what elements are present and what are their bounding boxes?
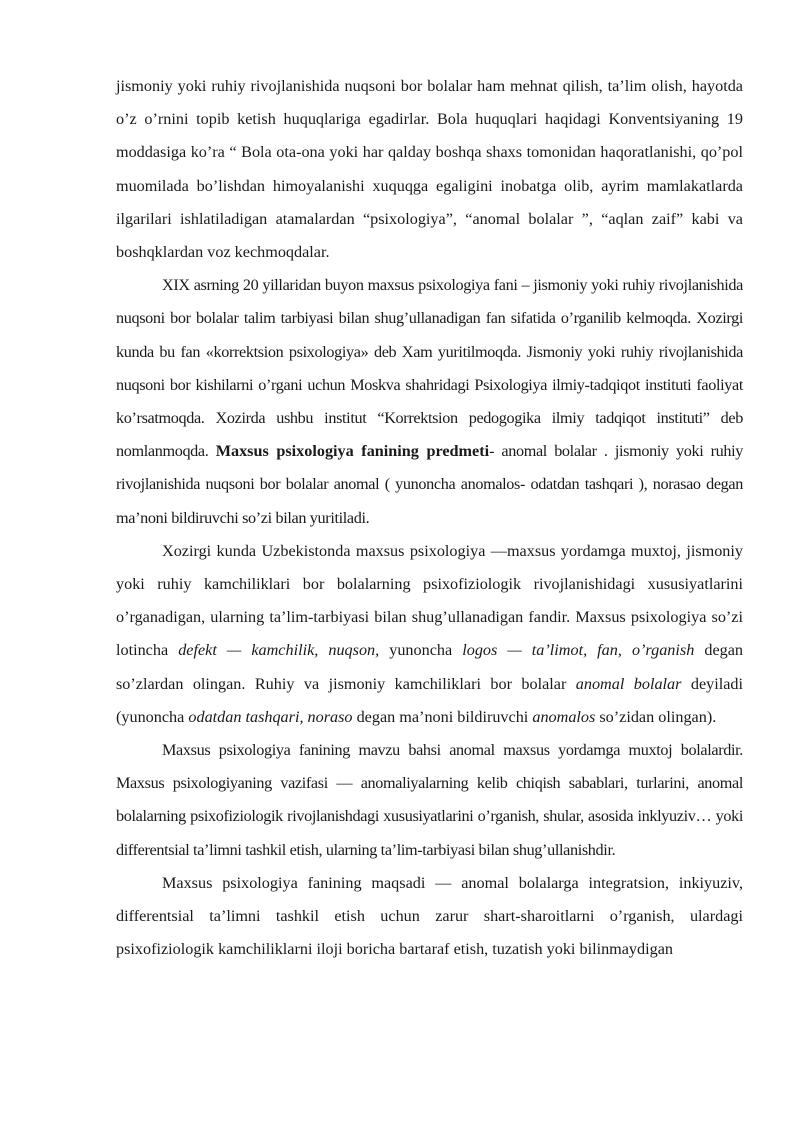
paragraph-3-text: so’zidan olingan).	[595, 707, 717, 726]
italic-term: anomalos	[532, 707, 596, 726]
document-body	[116, 70, 743, 966]
italic-term: logos — ta’limot, fan, o’rganish	[462, 641, 695, 660]
paragraph-3	[116, 535, 743, 734]
paragraph-5-text: Maxsus psixologiya fanining maqsadi — anomal bolalarga integratsion, inkiyuziv, differentsial ta’limni tashkil etish uchun zarur shart-sharoitlarni o’rganish, ulardagi psixofiziologik kamchiliklarni iloji boricha bartaraf etish, tuzatish yoki bilinmaydigan	[116, 873, 743, 959]
italic-term: defekt — kamchilik, nuqson,	[178, 641, 380, 660]
paragraph-4	[116, 734, 743, 867]
paragraph-4-text: Maxsus psixologiya fanining mavzu bahsi anomal maxsus yordamga muxtoj bolalardir. Maxsus psixologiyaning vazifasi — anomaliyalarning kelib chiqish sabablari, turlarini, anomal bolalarning psixofiziologik rivojlanishdagi xususiyatlarini o’rganish, shular, asosida inklyuziv… yoki differentsial ta’limni tashkil etish, ularning ta’lim-tarbiyasi bilan shug’ullanishdir.	[116, 741, 743, 859]
paragraph-3-text: degan ma’noni bildiruvchi	[352, 707, 533, 726]
paragraph-2	[116, 269, 743, 535]
italic-term: anomal bolalar	[575, 674, 682, 693]
subject-heading: Maxsus psixologiya fanining predmeti	[215, 442, 490, 461]
paragraph-2-text: XIX asrning 20 yillaridan buyon maxsus psixologiya fani – jismoniy yoki ruhiy rivojlanishida nuqsoni bor bolalar talim tarbiyasi bilan shug’ullanadigan fan sifatida o’rganilib kelmoqda. Xozirgi kunda bu fan «korrektsion psixologiya» deb Xam yuritilmoqda. Jismoniy yoki ruhiy rivojlanishida nuqsoni bor kishilarni o’rgani uchun Moskva shahridagi Psixologiya ilmiy-tadqiqot instituti faoliyat ko’rsatmoqda. Xozirda ushbu institut “Korrektsion pedogogika ilmiy tadqiqot instituti” deb nomlanmoqda.	[116, 276, 743, 461]
paragraph-3-text: yunoncha	[379, 641, 463, 660]
paragraph-3-text: Xozirgi kunda Uzbekistonda maxsus psixologiya —maxsus yordamga muxtoj, jismoniy yoki ruhiy kamchiliklari bor bolalarning psixofiziologik rivojlanishidagi xususiyatlarini o’rganadigan, ularning ta’lim-tarbiyasi bilan shug’ullanadigan fandir. Maxsus psixologiya so’zi lotincha	[116, 541, 743, 660]
paragraph-3-text: degan so’zlardan olingan. Ruhiy va jismoniy kamchiliklari bor bolalar	[116, 641, 743, 693]
italic-term: odatdan tashqari, noraso	[188, 707, 353, 726]
paragraph-1-text: jismoniy yoki ruhiy rivojlanishida nuqsoni bor bolalar ham mehnat qilish, ta’lim olish, hayotda o’z o’rnini topib ketish huquqlariga egadirlar. Bola huquqlari haqidagi Konventsiyaning 19 moddasiga ko’ra “ Bola ota-ona yoki har qalday boshqa shaxs tomonidan haqoratlanishi, qo’pol muomilada bo’lishdan himoyalanishi xuquqga egaligini inobatga olib, ayrim mamlakatlarda ilgarilari ishlatiladigan atamalardan “psixologiya”, “anomal bolalar ”, “aqlan zaif” kabi va boshqklardan voz kechmoqdalar.	[116, 77, 743, 262]
paragraph-2-text-end: - anomal bolalar . jismoniy yoki ruhiy rivojlanishida nuqsoni bor bolalar anomal ( yunoncha anomalos- odatdan tashqari ), norasao degan ma’noni bildiruvchi so’zi bilan yuritiladi.	[116, 442, 743, 527]
paragraph-5	[116, 867, 743, 967]
paragraph-1	[116, 70, 743, 269]
paragraph-3-text: deyiladi (yunoncha	[116, 674, 744, 726]
